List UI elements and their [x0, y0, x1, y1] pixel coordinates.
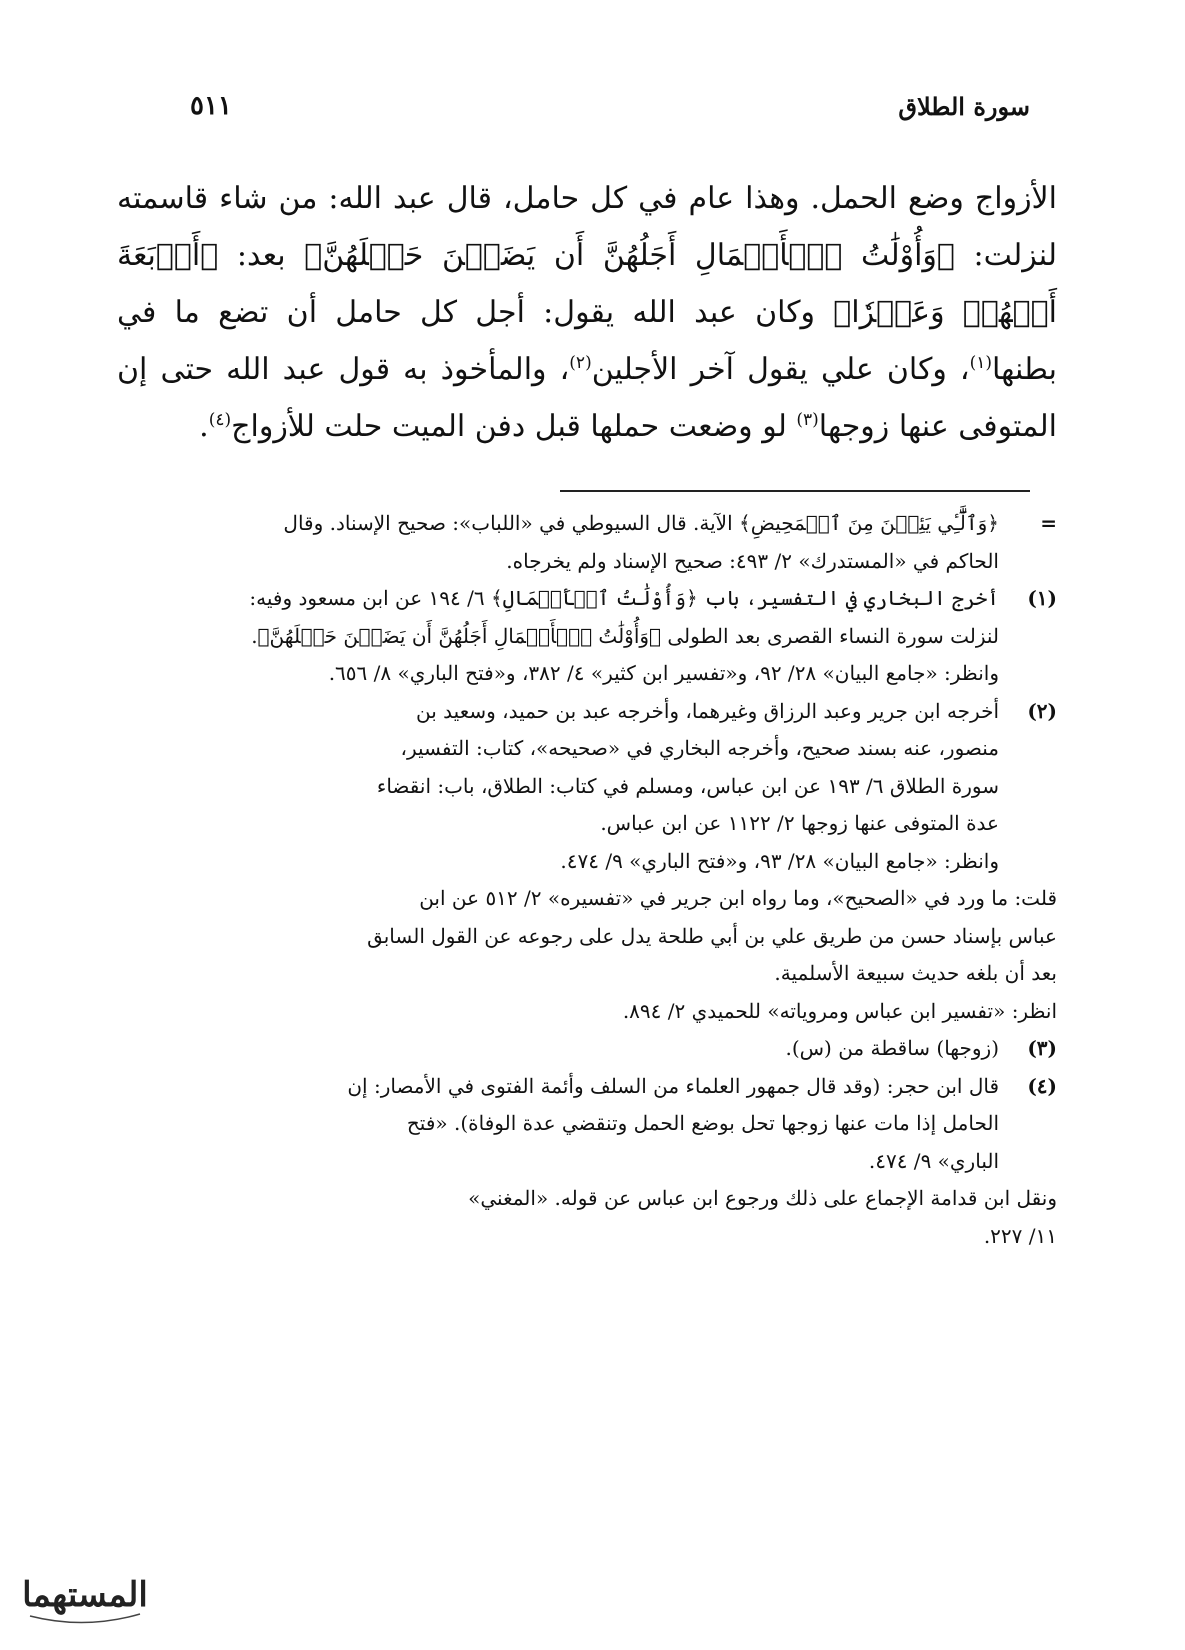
footnote-line: قلت: ما ورد في «الصحيح»، وما رواه ابن جرير في «تفسيره» ٢/ ٥١٢ عن ابن	[419, 886, 1057, 910]
footnote-line: بعد أن بلغه حديث سبيعة الأسلمية.	[774, 961, 1057, 985]
publisher-logo	[10, 1550, 160, 1642]
footnote-ref-4[interactable]: (٤)	[208, 410, 232, 430]
paragraph-text: الأزواج وضع الحمل. وهذا عام في كل حامل، قال عبد الله: من شاء قاسمته لنزلت: ﴿وَأُوْلَٰتُ ٱلۡأَحۡمَالِ أَجَلُهُنَّ أَن يَضَعۡنَ حَمۡلَهُنَّ﴾ بعد: ﴿أَرۡبَعَةَ أَشۡهُرٖ وَعَشۡرٗا﴾ وكان عبد الله يقول: أجل كل حامل أن تضع ما في بطنها	[117, 181, 1057, 387]
paragraph-text-2: ، وكان علي يقول آخر الأجلين	[591, 352, 970, 387]
main-paragraph	[117, 170, 1057, 455]
footnote-line: انظر: «تفسير ابن عباس ومروياته» للحميدي ٢/ ٨٩٤.	[622, 998, 1057, 1023]
footnote-1	[57, 580, 1057, 693]
paragraph-text-4: لو وضعت حملها قبل دفن الميت حلت للأزواج	[231, 409, 797, 444]
footnote-4-addendum	[57, 1180, 1057, 1255]
page-header	[190, 84, 1030, 128]
footnote-line: عباس بإسناد حسن من طريق علي بن أبي طلحة يدل على رجوعه عن القول السابق	[367, 923, 1057, 948]
footnote-marker-3: (٣)	[1027, 1036, 1057, 1060]
footnote-line: ونقل ابن قدامة الإجماع على ذلك ورجوع ابن عباس عن قوله. «المغني»	[468, 1186, 1057, 1210]
paragraph-end: .	[199, 409, 209, 444]
footnote-2	[57, 693, 1057, 881]
footnote-line: ١١/ ٢٢٧.	[983, 1223, 1057, 1248]
footnote-marker-2: (٢)	[1027, 698, 1057, 723]
footnote-ref-1[interactable]: (١)	[969, 353, 993, 373]
page-number: ٥١١	[190, 91, 232, 121]
footnote-line: ﴿وَٱلَّٰٓـِٔي يَئِسۡنَ مِنَ ٱلۡمَحِيضِ﴾ الآية. قال السيوطي في «اللباب»: صحيح الإسناد. وقال	[283, 511, 999, 535]
footnote-line: وانظر: «جامع البيان» ٢٨/ ٩٣، و«فتح الباري» ٩/ ٤٧٤.	[560, 848, 999, 873]
footnote-marker-1: (١)	[1027, 586, 1057, 610]
footnote-line: قال ابن حجر: (وقد قال جمهور العلماء من السلف وأئمة الفتوى في الأمصار: إن	[347, 1073, 999, 1098]
footnote-continuation	[57, 505, 1057, 580]
footnotes	[57, 505, 1057, 1255]
logo-text: المستهما	[22, 1575, 148, 1615]
footnote-line: الحامل إذا مات عنها زوجها تحل بوضع الحمل وتنقضي عدة الوفاة). «فتح	[406, 1111, 999, 1135]
footnote-line: أخرج البخاري في التفسير، باب ﴿وَأُوْلَٰتُ ٱلۡأَحۡمَالِ﴾ ٦/ ١٩٤ عن ابن مسعود وفيه:	[249, 586, 999, 610]
main-text	[117, 170, 1057, 455]
footnote-marker-4: (٤)	[1027, 1073, 1057, 1098]
surah-title: سورة الطلاق	[898, 91, 1030, 121]
footnote-line: لنزلت سورة النساء القصرى بعد الطولى ﴿وَأُوْلَٰتُ ٱلۡأَحۡمَالِ أَجَلُهُنَّ أَن يَضَعۡنَ حَمۡلَهُنَّ﴾.	[251, 623, 999, 648]
footnote-3	[57, 1030, 1057, 1068]
footnote-ref-2[interactable]: (٢)	[569, 353, 592, 373]
footnote-divider	[560, 490, 1030, 492]
footnote-line: الحاكم في «المستدرك» ٢/ ٤٩٣: صحيح الإسناد ولم يخرجاه.	[506, 548, 999, 573]
footnote-line: سورة الطلاق ٦/ ١٩٣ عن ابن عباس، ومسلم في كتاب: الطلاق، باب: انقضاء	[376, 773, 999, 798]
footnote-line: الباري» ٩/ ٤٧٤.	[868, 1148, 999, 1173]
footnote-ref-3[interactable]: (٣)	[796, 410, 819, 430]
footnote-line: عدة المتوفى عنها زوجها ٢/ ١١٢٢ عن ابن عباس.	[600, 811, 999, 835]
continuation-marker: =	[1040, 511, 1057, 535]
footnote-line: أخرجه ابن جرير وعبد الرزاق وغيرهما، وأخرجه عبد بن حميد، وسعيد بن	[416, 698, 999, 723]
paragraph-text-3: ، والمأخوذ به قول عبد الله حتى إن المتوفى عنها زوجها	[117, 352, 1057, 444]
footnote-4	[57, 1068, 1057, 1181]
footnote-line: (زوجها) ساقطة من (س).	[785, 1036, 999, 1060]
footnote-line: منصور، عنه بسند صحيح، وأخرجه البخاري في «صحيحه»، كتاب: التفسير،	[400, 736, 999, 760]
footnote-line: وانظر: «جامع البيان» ٢٨/ ٩٢، و«تفسير ابن كثير» ٤/ ٣٨٢، و«فتح الباري» ٨/ ٦٥٦.	[328, 661, 999, 685]
footnote-2-comment	[57, 880, 1057, 1030]
